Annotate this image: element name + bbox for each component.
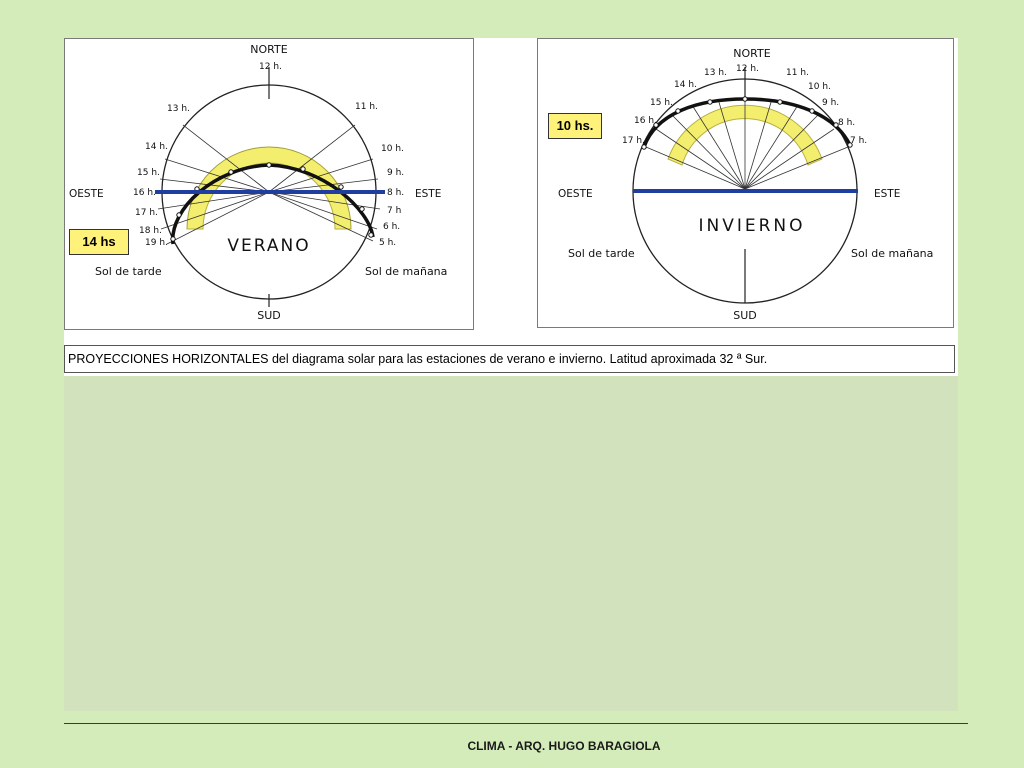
summer-hour-18: 18 h. bbox=[139, 226, 162, 236]
winter-hour-8: 8 h. bbox=[838, 118, 856, 128]
summer-season-label: VERANO bbox=[227, 236, 311, 256]
solar-diagram-figure bbox=[64, 38, 958, 376]
summer-morning-label: Sol de mañana bbox=[365, 265, 448, 278]
summer-west-label: OESTE bbox=[69, 188, 104, 200]
summer-afternoon-label: Sol de tarde bbox=[95, 265, 162, 278]
winter-diagram bbox=[537, 38, 954, 328]
winter-hour-7: 7 h. bbox=[850, 136, 868, 146]
winter-east-label: ESTE bbox=[874, 188, 901, 200]
summer-hour-9: 9 h. bbox=[387, 168, 405, 178]
winter-hours-badge: 10 hs. bbox=[548, 113, 602, 139]
summer-hour-11: 11 h. bbox=[355, 102, 378, 112]
summer-hour-17: 17 h. bbox=[135, 208, 158, 218]
winter-hour-15: 15 h. bbox=[650, 98, 673, 108]
summer-hour-13: 13 h. bbox=[167, 104, 190, 114]
summer-south-label: SUD bbox=[257, 309, 281, 322]
winter-hour-10: 10 h. bbox=[808, 82, 831, 92]
summer-hour-7: 7 h bbox=[387, 206, 402, 216]
winter-morning-label: Sol de mañana bbox=[851, 247, 934, 260]
summer-hour-16: 16 h. bbox=[133, 188, 156, 198]
summer-hour-8: 8 h. bbox=[387, 188, 405, 198]
winter-season-label: INVIERNO bbox=[698, 216, 806, 236]
footer-credit: CLIMA - ARQ. HUGO BARAGIOLA bbox=[467, 739, 661, 753]
winter-south-label: SUD bbox=[733, 309, 757, 322]
winter-hour-17: 17 h. bbox=[622, 136, 645, 146]
summer-hour-6: 6 h. bbox=[383, 222, 401, 232]
summer-north-label: NORTE bbox=[250, 43, 288, 56]
figure-caption: PROYECCIONES HORIZONTALES del diagrama solar para las estaciones de verano e invierno. Latitud aproximada 32 ª Sur. bbox=[64, 345, 955, 373]
summer-hours-badge: 14 hs bbox=[69, 229, 129, 255]
winter-west-label: OESTE bbox=[558, 188, 593, 200]
winter-hour-14: 14 h. bbox=[674, 80, 697, 90]
summer-hour-5: 5 h. bbox=[379, 238, 397, 248]
winter-hour-16: 16 h. bbox=[634, 116, 657, 126]
winter-hour-9: 9 h. bbox=[822, 98, 840, 108]
winter-hour-13: 13 h. bbox=[704, 68, 727, 78]
winter-afternoon-label: Sol de tarde bbox=[568, 247, 635, 260]
winter-hour-12: 12 h. bbox=[736, 64, 759, 74]
summer-hour-19: 19 h. bbox=[145, 238, 168, 248]
winter-north-label: NORTE bbox=[733, 47, 771, 60]
summer-hour-10: 10 h. bbox=[381, 144, 404, 154]
summer-hour-14: 14 h. bbox=[145, 142, 168, 152]
summer-hour-15: 15 h. bbox=[137, 168, 160, 178]
winter-hour-11: 11 h. bbox=[786, 68, 809, 78]
summer-hour-12: 12 h. bbox=[259, 62, 282, 72]
footer-divider bbox=[64, 723, 968, 724]
summer-diagram bbox=[64, 38, 474, 330]
summer-east-label: ESTE bbox=[415, 188, 442, 200]
